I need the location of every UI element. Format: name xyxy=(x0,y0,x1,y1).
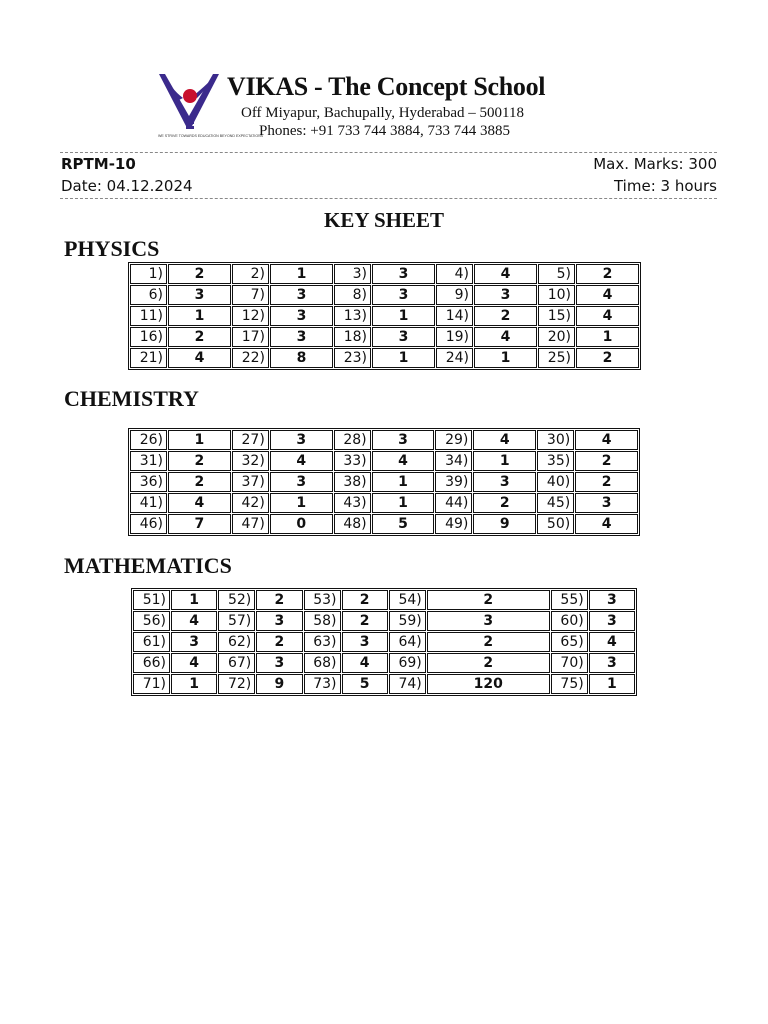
answer-value: 3 xyxy=(589,653,635,673)
question-number: 8) xyxy=(334,285,371,305)
question-number: 39) xyxy=(435,472,472,492)
question-number: 42) xyxy=(232,493,269,513)
answer-value: 1 xyxy=(171,590,217,610)
answer-value: 3 xyxy=(372,264,435,284)
question-number: 20) xyxy=(538,327,575,347)
question-number: 26) xyxy=(130,430,167,450)
answer-value: 1 xyxy=(168,306,231,326)
question-number: 37) xyxy=(232,472,269,492)
question-number: 35) xyxy=(537,451,574,471)
question-number: 27) xyxy=(232,430,269,450)
table-row xyxy=(130,327,639,347)
answer-value: 1 xyxy=(372,348,435,368)
question-number: 41) xyxy=(130,493,167,513)
question-number: 44) xyxy=(435,493,472,513)
answer-value: 4 xyxy=(575,514,638,534)
question-number: 63) xyxy=(304,632,341,652)
answer-value: 2 xyxy=(427,632,550,652)
question-number: 11) xyxy=(130,306,167,326)
answer-value: 3 xyxy=(589,611,635,631)
school-phones: Phones: +91 733 744 3884, 733 744 3885 xyxy=(259,123,510,139)
question-number: 6) xyxy=(130,285,167,305)
question-number: 65) xyxy=(551,632,588,652)
question-number: 24) xyxy=(436,348,473,368)
question-number: 33) xyxy=(334,451,371,471)
question-number: 59) xyxy=(389,611,426,631)
question-number: 49) xyxy=(435,514,472,534)
question-number: 16) xyxy=(130,327,167,347)
answer-value: 1 xyxy=(270,264,333,284)
table-row xyxy=(133,653,635,673)
exam-time: Time: 3 hours xyxy=(613,177,717,195)
logo-tagline: WE STRIVE TOWARDS EDUCATION BEYOND EXPECTATIONS xyxy=(158,134,264,138)
answer-value: 3 xyxy=(168,285,231,305)
section-title-physics: PHYSICS xyxy=(64,236,160,261)
answer-value: 1 xyxy=(589,674,635,694)
answer-value: 2 xyxy=(168,472,231,492)
question-number: 66) xyxy=(133,653,170,673)
answer-value: 3 xyxy=(427,611,550,631)
question-number: 54) xyxy=(389,590,426,610)
answer-value: 3 xyxy=(270,430,333,450)
answer-value: 3 xyxy=(372,285,435,305)
table-row xyxy=(130,306,639,326)
exam-date: Date: 04.12.2024 xyxy=(61,177,193,195)
question-number: 14) xyxy=(436,306,473,326)
answer-value: 3 xyxy=(270,306,333,326)
question-number: 15) xyxy=(538,306,575,326)
table-row xyxy=(130,285,639,305)
answer-value: 1 xyxy=(576,327,639,347)
table-row xyxy=(130,493,638,513)
question-number: 69) xyxy=(389,653,426,673)
question-number: 58) xyxy=(304,611,341,631)
school-name: VIKAS - The Concept School xyxy=(227,72,546,101)
answer-value: 9 xyxy=(473,514,536,534)
answer-value: 4 xyxy=(575,430,638,450)
question-number: 45) xyxy=(537,493,574,513)
answer-value: 9 xyxy=(256,674,302,694)
table-row xyxy=(133,611,635,631)
question-number: 51) xyxy=(133,590,170,610)
question-number: 71) xyxy=(133,674,170,694)
answer-value: 2 xyxy=(256,590,302,610)
divider-top xyxy=(60,152,717,153)
question-number: 68) xyxy=(304,653,341,673)
question-number: 56) xyxy=(133,611,170,631)
exam-code: RPTM-10 xyxy=(61,155,136,173)
question-number: 74) xyxy=(389,674,426,694)
answer-value: 4 xyxy=(171,653,217,673)
answer-value: 3 xyxy=(270,472,333,492)
answer-value: 5 xyxy=(372,514,435,534)
question-number: 47) xyxy=(232,514,269,534)
question-number: 31) xyxy=(130,451,167,471)
answer-value: 8 xyxy=(270,348,333,368)
question-number: 72) xyxy=(218,674,255,694)
question-number: 2) xyxy=(232,264,269,284)
answer-value: 3 xyxy=(256,611,302,631)
answer-table-mathematics xyxy=(131,588,637,696)
answer-table-physics xyxy=(128,262,641,370)
question-number: 13) xyxy=(334,306,371,326)
question-number: 73) xyxy=(304,674,341,694)
answer-value: 3 xyxy=(589,590,635,610)
question-number: 70) xyxy=(551,653,588,673)
answer-value: 3 xyxy=(342,632,388,652)
answer-value: 4 xyxy=(372,451,435,471)
question-number: 9) xyxy=(436,285,473,305)
question-number: 34) xyxy=(435,451,472,471)
answer-value: 1 xyxy=(372,493,435,513)
divider-bottom xyxy=(60,198,717,199)
table-row xyxy=(130,430,638,450)
question-number: 75) xyxy=(551,674,588,694)
page-title: KEY SHEET xyxy=(323,208,444,232)
table-row xyxy=(130,264,639,284)
answer-value: 4 xyxy=(168,348,231,368)
answer-value: 1 xyxy=(372,472,435,492)
answer-value: 2 xyxy=(427,653,550,673)
answer-value: 4 xyxy=(473,430,536,450)
answer-value: 2 xyxy=(342,611,388,631)
answer-value: 4 xyxy=(589,632,635,652)
answer-value: 4 xyxy=(576,285,639,305)
question-number: 55) xyxy=(551,590,588,610)
question-number: 38) xyxy=(334,472,371,492)
question-number: 60) xyxy=(551,611,588,631)
answer-value: 1 xyxy=(270,493,333,513)
answer-value: 3 xyxy=(372,430,435,450)
question-number: 19) xyxy=(436,327,473,347)
answer-value: 2 xyxy=(576,264,639,284)
answer-value: 4 xyxy=(474,264,537,284)
question-number: 22) xyxy=(232,348,269,368)
question-number: 36) xyxy=(130,472,167,492)
table-row xyxy=(133,674,635,694)
question-number: 7) xyxy=(232,285,269,305)
school-header xyxy=(155,68,575,140)
answer-value: 2 xyxy=(474,306,537,326)
school-logo xyxy=(155,70,264,140)
question-number: 28) xyxy=(334,430,371,450)
school-address: Off Miyapur, Bachupally, Hyderabad – 500118 xyxy=(241,105,524,121)
question-number: 43) xyxy=(334,493,371,513)
table-row xyxy=(130,348,639,368)
answer-value: 1 xyxy=(171,674,217,694)
max-marks: Max. Marks: 300 xyxy=(593,155,717,173)
question-number: 21) xyxy=(130,348,167,368)
answer-value: 2 xyxy=(575,472,638,492)
question-number: 29) xyxy=(435,430,472,450)
answer-value: 3 xyxy=(575,493,638,513)
answer-value: 2 xyxy=(168,451,231,471)
answer-value: 2 xyxy=(168,264,231,284)
table-row xyxy=(133,590,635,610)
question-number: 12) xyxy=(232,306,269,326)
answer-table-chemistry xyxy=(128,428,640,536)
question-number: 57) xyxy=(218,611,255,631)
question-number: 10) xyxy=(538,285,575,305)
question-number: 5) xyxy=(538,264,575,284)
question-number: 53) xyxy=(304,590,341,610)
answer-value: 4 xyxy=(342,653,388,673)
answer-value: 2 xyxy=(168,327,231,347)
answer-value: 1 xyxy=(473,451,536,471)
answer-value: 2 xyxy=(342,590,388,610)
table-row xyxy=(130,514,638,534)
question-number: 64) xyxy=(389,632,426,652)
answer-value: 2 xyxy=(256,632,302,652)
question-number: 1) xyxy=(130,264,167,284)
answer-value: 3 xyxy=(256,653,302,673)
question-number: 46) xyxy=(130,514,167,534)
question-number: 52) xyxy=(218,590,255,610)
question-number: 50) xyxy=(537,514,574,534)
question-number: 40) xyxy=(537,472,574,492)
answer-value: 1 xyxy=(474,348,537,368)
table-row xyxy=(130,472,638,492)
answer-value: 3 xyxy=(372,327,435,347)
question-number: 62) xyxy=(218,632,255,652)
answer-value: 5 xyxy=(342,674,388,694)
answer-value: 3 xyxy=(270,285,333,305)
answer-value: 1 xyxy=(372,306,435,326)
answer-value: 2 xyxy=(576,348,639,368)
answer-value: 3 xyxy=(473,472,536,492)
section-title-mathematics: MATHEMATICS xyxy=(64,553,232,578)
question-number: 30) xyxy=(537,430,574,450)
question-number: 4) xyxy=(436,264,473,284)
answer-value: 2 xyxy=(575,451,638,471)
question-number: 18) xyxy=(334,327,371,347)
answer-value: 3 xyxy=(171,632,217,652)
answer-value: 7 xyxy=(168,514,231,534)
answer-value: 4 xyxy=(474,327,537,347)
question-number: 3) xyxy=(334,264,371,284)
answer-value: 0 xyxy=(270,514,333,534)
answer-value: 3 xyxy=(474,285,537,305)
table-row xyxy=(133,632,635,652)
answer-value: 2 xyxy=(427,590,550,610)
answer-value: 4 xyxy=(576,306,639,326)
answer-value: 4 xyxy=(168,493,231,513)
logo-v-emblem xyxy=(155,70,223,134)
table-row xyxy=(130,451,638,471)
question-number: 67) xyxy=(218,653,255,673)
answer-value: 4 xyxy=(270,451,333,471)
answer-value: 3 xyxy=(270,327,333,347)
answer-value: 2 xyxy=(473,493,536,513)
question-number: 25) xyxy=(538,348,575,368)
question-number: 61) xyxy=(133,632,170,652)
answer-value: 4 xyxy=(171,611,217,631)
question-number: 48) xyxy=(334,514,371,534)
answer-value: 120 xyxy=(427,674,550,694)
section-title-chemistry: CHEMISTRY xyxy=(64,386,199,411)
question-number: 23) xyxy=(334,348,371,368)
question-number: 32) xyxy=(232,451,269,471)
answer-value: 1 xyxy=(168,430,231,450)
question-number: 17) xyxy=(232,327,269,347)
